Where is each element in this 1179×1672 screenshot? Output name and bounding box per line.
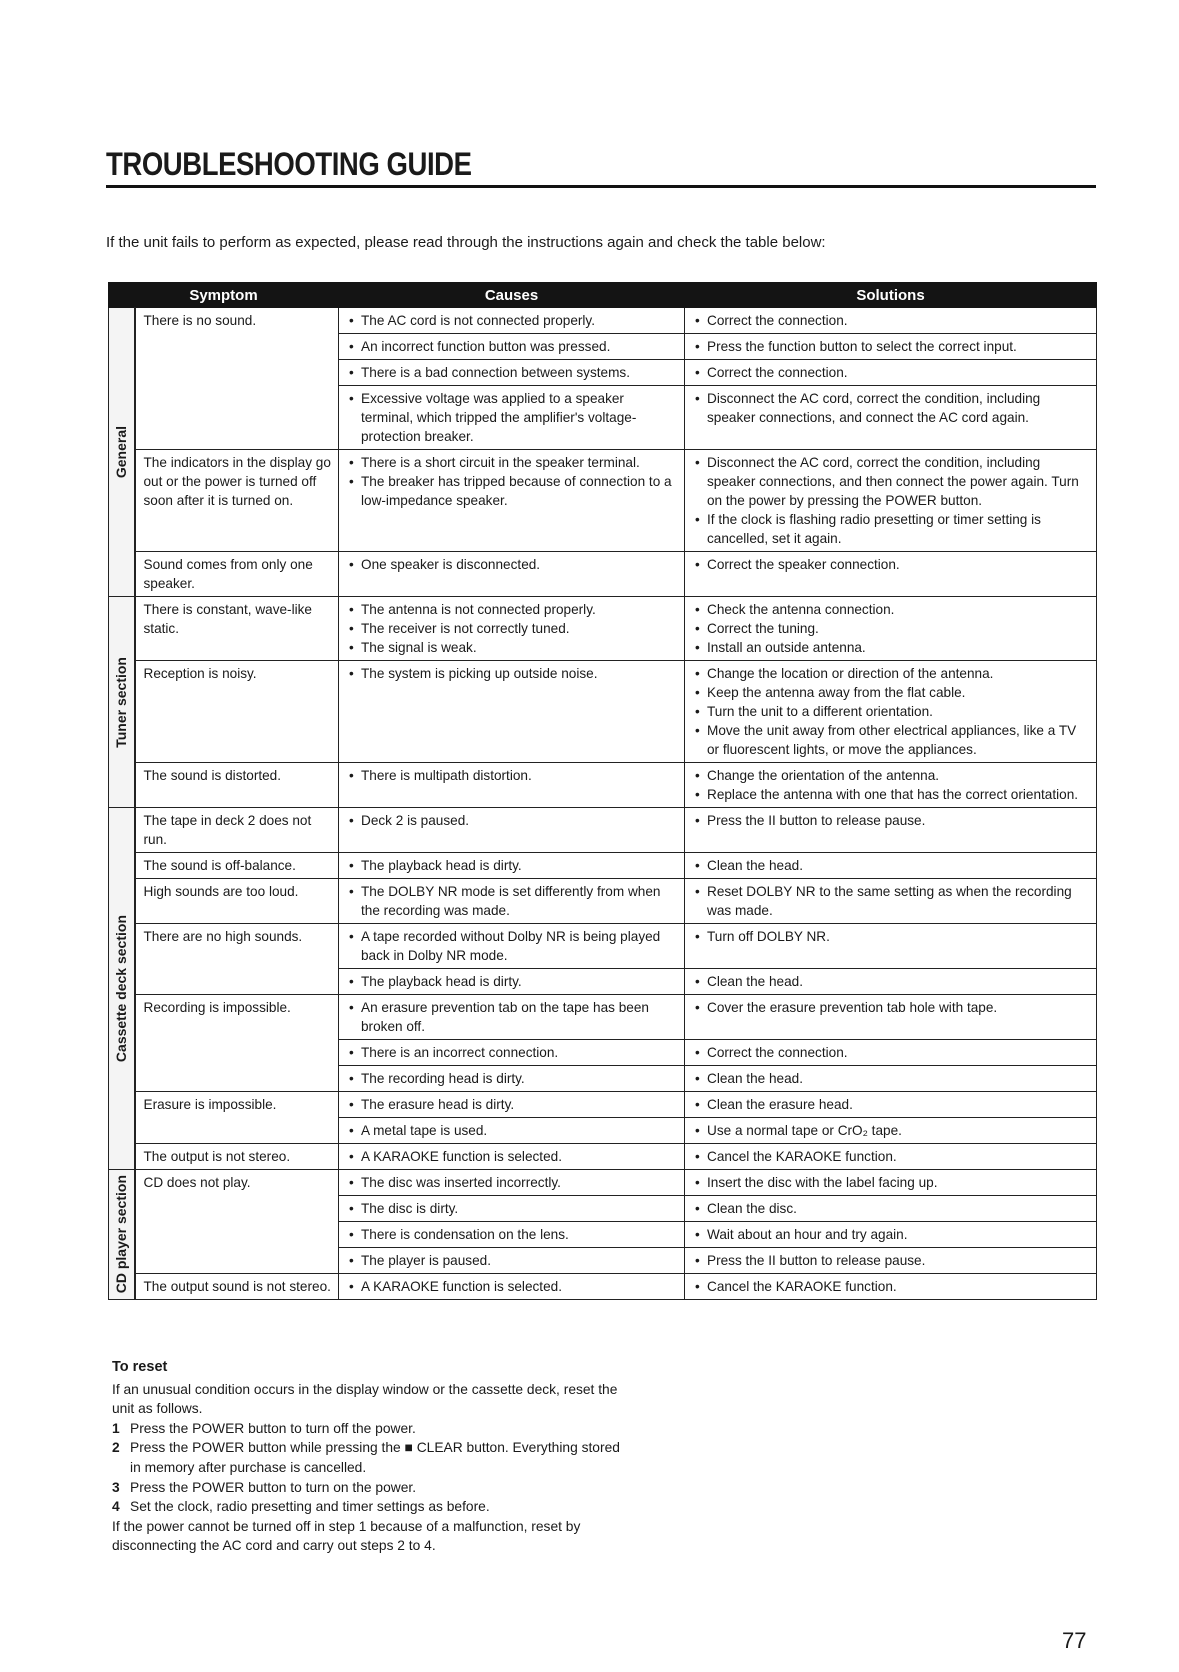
- cause-list: [347, 998, 677, 1036]
- solution-item: • Cancel the KARAOKE function.: [693, 1277, 1089, 1296]
- cause-item: • The disc is dirty.: [347, 1199, 677, 1218]
- table-row: [109, 1274, 1097, 1300]
- solution-list: [693, 664, 1089, 759]
- causes-cell: [339, 386, 685, 450]
- solution-list: [693, 1251, 1089, 1270]
- cause-list: [347, 927, 677, 965]
- cause-item: • There is a bad connection between systems.: [347, 363, 677, 382]
- solutions-cell: [685, 334, 1097, 360]
- cause-list: [347, 1251, 677, 1270]
- solution-list: [693, 389, 1089, 427]
- solution-list: [693, 1225, 1089, 1244]
- cause-item: • The player is paused.: [347, 1251, 677, 1270]
- table-row: [109, 1092, 1097, 1118]
- reset-step: [112, 1497, 632, 1517]
- solution-item: • Clean the disc.: [693, 1199, 1089, 1218]
- reset-heading: To reset: [112, 1359, 168, 1375]
- reset-step: [112, 1438, 632, 1477]
- solution-item: • Wait about an hour and try again.: [693, 1225, 1089, 1244]
- solutions-cell: [685, 879, 1097, 924]
- solution-item: • Install an outside antenna.: [693, 638, 1089, 657]
- section-label: Tuner section: [112, 656, 129, 748]
- symptom-text: There are no high sounds.: [143, 929, 303, 944]
- cause-item: • The DOLBY NR mode is set differently from when the recording was made.: [347, 882, 677, 920]
- solution-list: [693, 811, 1089, 830]
- solutions-cell: [685, 1170, 1097, 1196]
- cause-list: [347, 1173, 677, 1192]
- cause-list: [347, 882, 677, 920]
- cause-item: • An erasure prevention tab on the tape has been broken off.: [347, 998, 677, 1036]
- solution-list: [693, 1069, 1089, 1088]
- cause-item: • One speaker is disconnected.: [347, 555, 677, 574]
- cause-list: [347, 1147, 677, 1166]
- solution-list: [693, 856, 1089, 875]
- solution-item: • Keep the antenna away from the flat cable.: [693, 683, 1089, 702]
- cause-item: • There is multipath distortion.: [347, 766, 677, 785]
- cause-item: • Deck 2 is paused.: [347, 811, 677, 830]
- table-row: [109, 1170, 1097, 1196]
- table-row: [109, 763, 1097, 808]
- section-label-cell: [109, 308, 135, 597]
- solutions-cell: [685, 924, 1097, 969]
- causes-cell: [339, 879, 685, 924]
- causes-cell: [339, 1248, 685, 1274]
- table-row: [109, 1144, 1097, 1170]
- cause-item: • There is an incorrect connection.: [347, 1043, 677, 1062]
- header-causes: Causes: [339, 283, 685, 308]
- causes-cell: [339, 450, 685, 552]
- cause-item: • The playback head is dirty.: [347, 856, 677, 875]
- symptom-cell: [135, 308, 339, 450]
- symptom-cell: [135, 1170, 339, 1274]
- solution-item: • Turn the unit to a different orientation.: [693, 702, 1089, 721]
- intro-text: If the unit fails to perform as expected, please read through the instructions again and check the table below:: [106, 234, 826, 251]
- solutions-cell: [685, 1144, 1097, 1170]
- cause-list: [347, 311, 677, 330]
- solution-list: [693, 363, 1089, 382]
- symptom-text: The output sound is not stereo.: [143, 1279, 331, 1294]
- cause-list: [347, 1043, 677, 1062]
- symptom-cell: [135, 1144, 339, 1170]
- reset-instructions: [112, 1358, 632, 1556]
- cause-item: • A KARAOKE function is selected.: [347, 1147, 677, 1166]
- cause-item: • The disc was inserted incorrectly.: [347, 1173, 677, 1192]
- causes-cell: [339, 808, 685, 853]
- symptom-cell: [135, 661, 339, 763]
- solution-list: [693, 337, 1089, 356]
- cause-list: [347, 1225, 677, 1244]
- cause-list: [347, 1069, 677, 1088]
- solution-item: • Cancel the KARAOKE function.: [693, 1147, 1089, 1166]
- reset-step-text: Press the POWER button to turn off the power.: [130, 1420, 416, 1436]
- causes-cell: [339, 552, 685, 597]
- symptom-cell: [135, 924, 339, 995]
- symptom-cell: [135, 763, 339, 808]
- causes-cell: [339, 969, 685, 995]
- solution-item: • Insert the disc with the label facing up.: [693, 1173, 1089, 1192]
- solution-list: [693, 1043, 1089, 1062]
- reset-note: If the power cannot be turned off in step 1 because of a malfunction, reset by disconnecting the AC cord and carry out steps 2 to 4.: [112, 1518, 581, 1554]
- cause-item: • A tape recorded without Dolby NR is being played back in Dolby NR mode.: [347, 927, 677, 965]
- solutions-cell: [685, 552, 1097, 597]
- cause-item: • The antenna is not connected properly.: [347, 600, 677, 619]
- causes-cell: [339, 308, 685, 334]
- solution-item: • Check the antenna connection.: [693, 600, 1089, 619]
- solution-item: • Disconnect the AC cord, correct the condition, including speaker connections, and then connect the power again. Turn on the power by pressing the POWER button.: [693, 453, 1089, 510]
- solution-item: • Clean the erasure head.: [693, 1095, 1089, 1114]
- solution-list: [693, 972, 1089, 991]
- table-row: [109, 853, 1097, 879]
- title-rule: [106, 185, 1096, 188]
- symptom-cell: [135, 450, 339, 552]
- solution-list: [693, 927, 1089, 946]
- solutions-cell: [685, 853, 1097, 879]
- solution-item: • Correct the speaker connection.: [693, 555, 1089, 574]
- solution-item: • If the clock is flashing radio presetting or timer setting is cancelled, set it again.: [693, 510, 1089, 548]
- cause-list: [347, 811, 677, 830]
- section-label-cell: [109, 597, 135, 808]
- table-row: [109, 879, 1097, 924]
- solutions-cell: [685, 808, 1097, 853]
- cause-list: [347, 972, 677, 991]
- solutions-cell: [685, 450, 1097, 552]
- solution-item: • Turn off DOLBY NR.: [693, 927, 1089, 946]
- solutions-cell: [685, 1092, 1097, 1118]
- solution-item: • Clean the head.: [693, 1069, 1089, 1088]
- reset-intro: If an unusual condition occurs in the display window or the cassette deck, reset the unit as follows.: [112, 1381, 618, 1417]
- solutions-cell: [685, 969, 1097, 995]
- solution-item: • Correct the connection.: [693, 363, 1089, 382]
- section-label: CD player section: [112, 1175, 129, 1294]
- solution-item: • Disconnect the AC cord, correct the condition, including speaker connections, and connect the AC cord again.: [693, 389, 1089, 427]
- header-symptom: Symptom: [109, 283, 339, 308]
- solution-item: • Press the II button to release pause.: [693, 1251, 1089, 1270]
- solution-list: [693, 1277, 1089, 1296]
- causes-cell: [339, 1066, 685, 1092]
- solution-list: [693, 882, 1089, 920]
- solutions-cell: [685, 597, 1097, 661]
- symptom-text: The sound is distorted.: [143, 768, 282, 783]
- solution-list: [693, 766, 1089, 804]
- cause-item: • A metal tape is used.: [347, 1121, 677, 1140]
- cause-item: • The AC cord is not connected properly.: [347, 311, 677, 330]
- reset-step-number: 1: [112, 1420, 120, 1436]
- solutions-cell: [685, 308, 1097, 334]
- reset-step: [112, 1419, 632, 1439]
- causes-cell: [339, 1040, 685, 1066]
- cause-list: [347, 453, 677, 510]
- solution-list: [693, 1199, 1089, 1218]
- solutions-cell: [685, 1222, 1097, 1248]
- reset-step-text: Press the POWER button while pressing the ■ CLEAR button. Everything stored in memory after purchase is cancelled.: [130, 1440, 620, 1475]
- symptom-text: The sound is off-balance.: [143, 858, 296, 873]
- solution-list: [693, 998, 1089, 1017]
- cause-item: • The recording head is dirty.: [347, 1069, 677, 1088]
- table-body: [109, 308, 1097, 1300]
- solution-item: • Move the unit away from other electrical appliances, like a TV or fluorescent lights, or move the appliances.: [693, 721, 1089, 759]
- cause-list: [347, 1121, 677, 1140]
- cause-item: • The receiver is not correctly tuned.: [347, 619, 677, 638]
- solution-list: [693, 1121, 1089, 1140]
- solutions-cell: [685, 995, 1097, 1040]
- solution-item: • Reset DOLBY NR to the same setting as when the recording was made.: [693, 882, 1089, 920]
- solutions-cell: [685, 1274, 1097, 1300]
- cause-item: • The playback head is dirty.: [347, 972, 677, 991]
- cause-list: [347, 389, 677, 446]
- table-row: [109, 995, 1097, 1040]
- solutions-cell: [685, 1066, 1097, 1092]
- solution-item: • Correct the tuning.: [693, 619, 1089, 638]
- causes-cell: [339, 924, 685, 969]
- cause-list: [347, 1199, 677, 1218]
- cause-list: [347, 363, 677, 382]
- section-label: Cassette deck section: [112, 914, 129, 1063]
- reset-step-text: Press the POWER button to turn on the power.: [130, 1479, 417, 1495]
- solution-list: [693, 1173, 1089, 1192]
- symptom-cell: [135, 995, 339, 1092]
- cause-item: • There is a short circuit in the speaker terminal.: [347, 453, 677, 472]
- symptom-text: Erasure is impossible.: [143, 1097, 277, 1112]
- solution-list: [693, 1095, 1089, 1114]
- reset-step: [112, 1478, 632, 1498]
- symptom-cell: [135, 808, 339, 853]
- solutions-cell: [685, 1248, 1097, 1274]
- causes-cell: [339, 1274, 685, 1300]
- solution-item: • Correct the connection.: [693, 1043, 1089, 1062]
- symptom-cell: [135, 552, 339, 597]
- cause-item: • Excessive voltage was applied to a speaker terminal, which tripped the amplifier's voltage-protection breaker.: [347, 389, 677, 446]
- reset-step-text: Set the clock, radio presetting and timer settings as before.: [130, 1499, 490, 1515]
- cause-list: [347, 856, 677, 875]
- solutions-cell: [685, 1118, 1097, 1144]
- causes-cell: [339, 763, 685, 808]
- cause-item: • The breaker has tripped because of connection to a low-impedance speaker.: [347, 472, 677, 510]
- solution-item: • Change the location or direction of the antenna.: [693, 664, 1089, 683]
- causes-cell: [339, 853, 685, 879]
- causes-cell: [339, 360, 685, 386]
- solution-item: • Press the function button to select the correct input.: [693, 337, 1089, 356]
- table-row: [109, 308, 1097, 334]
- page-title: TROUBLESHOOTING GUIDE: [106, 146, 472, 182]
- reset-step-number: 3: [112, 1479, 120, 1495]
- cause-item: • An incorrect function button was pressed.: [347, 337, 677, 356]
- solution-item: • Cover the erasure prevention tab hole with tape.: [693, 998, 1089, 1017]
- section-label: General: [112, 425, 129, 479]
- cause-list: [347, 337, 677, 356]
- table-row: [109, 808, 1097, 853]
- causes-cell: [339, 661, 685, 763]
- solution-item: • Clean the head.: [693, 972, 1089, 991]
- table-row: [109, 597, 1097, 661]
- causes-cell: [339, 1196, 685, 1222]
- symptom-cell: [135, 853, 339, 879]
- cause-item: • There is condensation on the lens.: [347, 1225, 677, 1244]
- cause-item: • A KARAOKE function is selected.: [347, 1277, 677, 1296]
- solutions-cell: [685, 360, 1097, 386]
- cause-list: [347, 555, 677, 574]
- causes-cell: [339, 597, 685, 661]
- solutions-cell: [685, 1196, 1097, 1222]
- reset-steps: [112, 1419, 632, 1517]
- symptom-text: The output is not stereo.: [143, 1149, 291, 1164]
- reset-step-number: 2: [112, 1440, 120, 1456]
- causes-cell: [339, 1222, 685, 1248]
- symptom-text: Recording is impossible.: [143, 1000, 291, 1015]
- solution-list: [693, 1147, 1089, 1166]
- reset-step-number: 4: [112, 1499, 120, 1515]
- table-row: [109, 661, 1097, 763]
- symptom-text: Reception is noisy.: [143, 666, 257, 681]
- cause-item: • The signal is weak.: [347, 638, 677, 657]
- table-header-row: [109, 283, 1097, 308]
- cause-list: [347, 1277, 677, 1296]
- causes-cell: [339, 1144, 685, 1170]
- solution-item: • Replace the antenna with one that has the correct orientation.: [693, 785, 1089, 804]
- solutions-cell: [685, 763, 1097, 808]
- symptom-cell: [135, 879, 339, 924]
- symptom-text: Sound comes from only one speaker.: [143, 557, 313, 591]
- section-label-cell: [109, 1170, 135, 1300]
- table-row: [109, 450, 1097, 552]
- causes-cell: [339, 1170, 685, 1196]
- section-label-cell: [109, 808, 135, 1170]
- symptom-text: The indicators in the display go out or the power is turned off soon after it is turned on.: [143, 455, 331, 508]
- table-row: [109, 552, 1097, 597]
- solutions-cell: [685, 661, 1097, 763]
- solution-list: [693, 311, 1089, 330]
- symptom-text: The tape in deck 2 does not run.: [143, 813, 312, 847]
- symptom-text: There is no sound.: [143, 313, 257, 328]
- symptom-cell: [135, 1274, 339, 1300]
- solution-item: • Clean the head.: [693, 856, 1089, 875]
- symptom-cell: [135, 597, 339, 661]
- solution-list: [693, 600, 1089, 657]
- causes-cell: [339, 995, 685, 1040]
- causes-cell: [339, 1118, 685, 1144]
- page-number: 77: [1062, 1628, 1087, 1653]
- symptom-text: CD does not play.: [143, 1175, 251, 1190]
- header-solutions: Solutions: [685, 283, 1097, 308]
- troubleshooting-table: [108, 282, 1097, 1300]
- cause-item: • The erasure head is dirty.: [347, 1095, 677, 1114]
- solution-item: • Press the II button to release pause.: [693, 811, 1089, 830]
- solutions-cell: [685, 386, 1097, 450]
- solution-item: • Correct the connection.: [693, 311, 1089, 330]
- solutions-cell: [685, 1040, 1097, 1066]
- cause-list: [347, 766, 677, 785]
- cause-item: • The system is picking up outside noise.: [347, 664, 677, 683]
- causes-cell: [339, 1092, 685, 1118]
- solution-item: • Change the orientation of the antenna.: [693, 766, 1089, 785]
- solution-list: [693, 555, 1089, 574]
- cause-list: [347, 1095, 677, 1114]
- solution-item: • Use a normal tape or CrO₂ tape.: [693, 1121, 1089, 1140]
- cause-list: [347, 664, 677, 683]
- symptom-text: There is constant, wave-like static.: [143, 602, 312, 636]
- symptom-cell: [135, 1092, 339, 1144]
- solution-list: [693, 453, 1089, 548]
- table-row: [109, 924, 1097, 969]
- symptom-text: High sounds are too loud.: [143, 884, 299, 899]
- causes-cell: [339, 334, 685, 360]
- cause-list: [347, 600, 677, 657]
